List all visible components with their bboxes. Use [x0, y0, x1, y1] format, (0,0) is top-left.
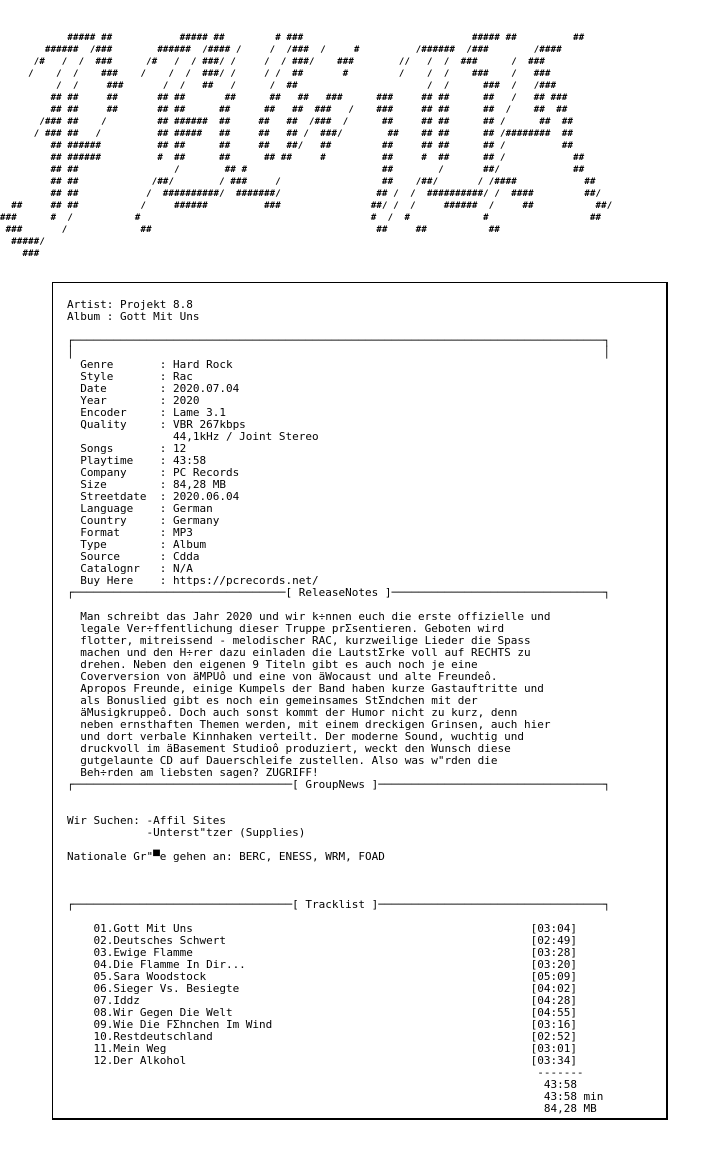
ascii-logo: ##### ## ##### ## # ### ##### ## ## ###### /### ###### /#### / / /### / # /###### /### /#### /# / / ### /# / / ###/ / / / ###/ ### // / / ### / ### / / / ### / / / ###/ / / / ## # / / / ### / ### / / ### / / ## / / ## / / ### / /### ## ## ## ## ## ## ## ## ### ### ## ## ## / ## ### ## ## ## ## ## ## ## ## ### / ### ## ## ## / ## ## /### ## / ## ###### ## ## ## /### / ## ## ## ## / ## ## / ### ## / ## ##### ## ## ## / ###/ ## ## ## ## /######## ## ## ###### ## ## ## ## ##/ ## ## ## ## ## / ## ## ###### # ## ## ## ## # ## # ## ## / ## ## ## / ## # ## / ##/ ## ## ## /##/ / ### / ## /##/ / /#### ## ## ## / ##########/ #######/ ## / / ##########/ / #### ##/ ## ## ## / ###### ### ##/ / / ###### / ## ##/ ### # / # # / # # ## ### / ## ## ## ## #####/ ### [0, 33, 613, 259]
nfo-box [52, 282, 668, 1120]
nfo-text: Artist: Projekt 8.8 Album : Gott Mit Uns ┌────────────────────────────────────────────────────────────────────────────────┐ │ │ Genre : Hard Rock Style : Rac Date : 2020.07.04 Year : 2020 Encoder : Lame 3.1 Quality : VBR 267kbps 44,1kHz / Joint Stereo Songs : 12 Playtime : 43:58 Company : PC Records Size : 84,28 MB Streetdate : 2020.06.04 Language : German Country : Germany Format : MP3 Type : Album Source : Cdda Catalognr : N/A Buy Here : https://pcrecords.net/ ┌────────────────────────────────[ ReleaseNotes ]────────────────────────────────┐ Man schreibt das Jahr 2020 und wir k÷nnen euch die erste offizielle und legale Ver÷ffentlichung dieser Truppe prΣsentieren. Geboten wird flotter, mitreissend - melodischer RAC, kurzweilige Lieder die Spass machen und den H÷rer dazu einladen die LautstΣrke voll auf RECHTS zu drehen. Neben den eigenen 9 Titeln gibt es auch noch je eine Coverversion von äMPUô und eine von äWocaust und alte Freundeô. Apropos Freunde, einige Kumpels der Band haben kurze Gastauftritte und als Bonuslied gibt es noch ein gemeinsames StΣndchen mit der äMusigkruppeô. Doch auch sonst kommt der Humor nicht zu kurz, denn neben ernsthaften Themen werden, mit einem dreckigen Grinsen, auch hier und dort verbale Kinnhaken verteilt. Der moderne Sound, wuchtig und druckvoll im äBasement Studioô produziert, weckt den Wunsch diese gutgelaunte CD auf Dauerschleife zustellen. Also was w"rden die Beh÷rden am liebsten sagen? ZUGRIFF! ┌─────────────────────────────────[ GroupNews ]──────────────────────────────────┐ Wir Suchen: -Affil Sites -Unterst"tzer (Supplies) Nationale Gr"▀e gehen an: BERC, ENESS, WRM, FOAD ┌─────────────────────────────────[ Tracklist ]──────────────────────────────────┐ 01.Gott Mit Uns [03:04] 02.Deutsches Schwert [02:49] 03.Ewige Flamme [03:28] 04.Die Flamme In Dir... [03:20] 05.Sara Woodstock [05:09] 06.Sieger Vs. Besiegte [04:02] 07.Iddz [04:28] 08.Wir Gegen Die Welt [04:55] 09.Wie Die FΣhnchen Im Wind [03:16] 10.Restdeutschland [02:52] 11.Mein Weg [03:01] 12.Der Alkohol [03:34] ------- 43:58 43:58 min 84,28 MB [67, 298, 611, 1115]
